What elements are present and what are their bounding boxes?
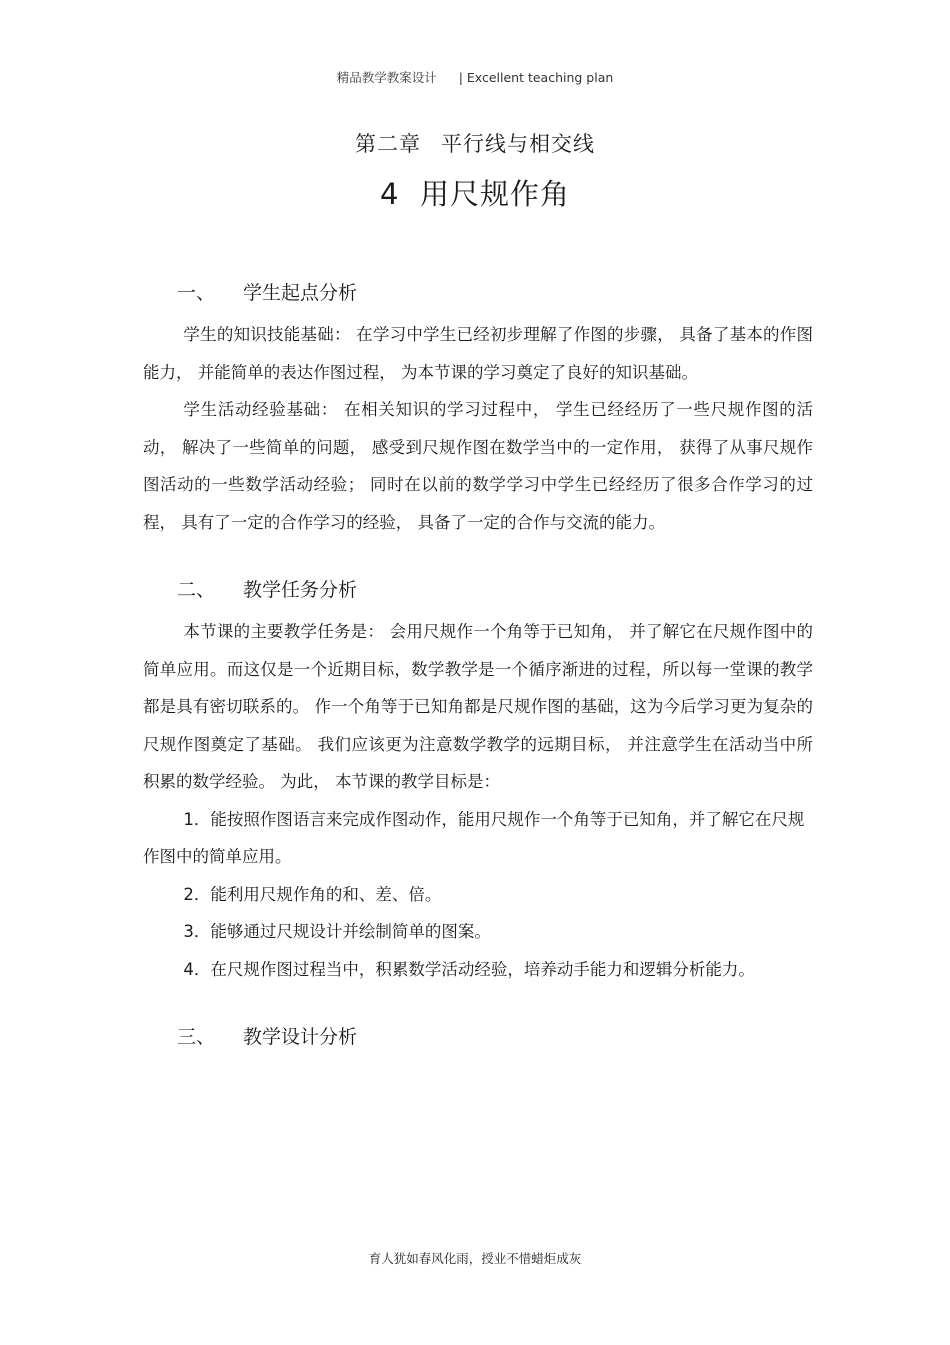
section-number: 三、 — [177, 1026, 216, 1048]
paragraph: 学生的知识技能基础： 在学习中学生已经初步理解了作图的步骤， 具备了基本的作图能力， 并能简单的表达作图过程， 为本节课的学习奠定了良好的知识基础。 — [143, 325, 813, 382]
lesson-number: 4 — [380, 177, 400, 211]
section-number: 一、 — [177, 282, 216, 304]
lesson-title — [0, 172, 950, 213]
page-header — [0, 68, 950, 86]
page-footer: 育人犹如春风化雨，授业不惜蜡炬成灰 — [368, 1251, 582, 1266]
chapter-title: 平行线与相交线 — [441, 132, 595, 156]
list-item: 4．在尺规作图过程当中，积累数学活动经验，培养动手能力和逻辑分析能力。 — [183, 959, 755, 979]
section-number: 二、 — [177, 579, 216, 601]
chapter-heading — [0, 128, 950, 158]
section-heading — [143, 573, 813, 607]
section-title: 学生起点分析 — [243, 282, 358, 304]
list-item: 1．能按照作图语言来完成作图动作，能用尺规作一个角等于已知角，并了解它在尺规作图中的简单应用。 — [143, 809, 805, 866]
document-body — [143, 276, 813, 1054]
section-title: 教学设计分析 — [243, 1026, 358, 1048]
header-right-text: | Excellent teaching plan — [458, 70, 614, 85]
section-heading — [143, 276, 813, 310]
paragraph: 本节课的主要教学任务是： 会用尺规作一个角等于已知角， 并了解它在尺规作图中的简单应用。而这仅是一个近期目标，数学教学是一个循序渐进的过程，所以每一堂课的教学都是具有密切联系的。 作一个角等于已知角都是尺规作图的基础，这为今后学习更为复杂的尺规作图奠定了基础。 我们应该更为注意数学教学的远期目标， 并注意学生在活动当中所积累的数学经验。 为此， 本节课的教学目标是： — [143, 622, 813, 791]
section-heading — [143, 1020, 813, 1054]
list-item: 2．能利用尺规作角的和、差、倍。 — [183, 884, 442, 904]
paragraph: 学生活动经验基础： 在相关知识的学习过程中， 学生已经经历了一些尺规作图的活动， 解决了一些简单的问题， 感受到尺规作图在数学当中的一定作用， 获得了从事尺规作图活动的一些数学活动经验； 同时在以前的数学学习中学生已经经历了很多合作学习的过程， 具有了一定的合作学习的经验， 具备了一定的合作与交流的能力。 — [143, 400, 813, 532]
list-item: 3．能够通过尺规设计并绘制简单的图案。 — [183, 922, 491, 941]
header-left-text: 精品教学教案设计 — [336, 70, 437, 85]
chapter-label: 第二章 — [355, 132, 421, 156]
lesson-title-text: 用尺规作角 — [419, 177, 570, 211]
section-title: 教学任务分析 — [243, 579, 358, 601]
